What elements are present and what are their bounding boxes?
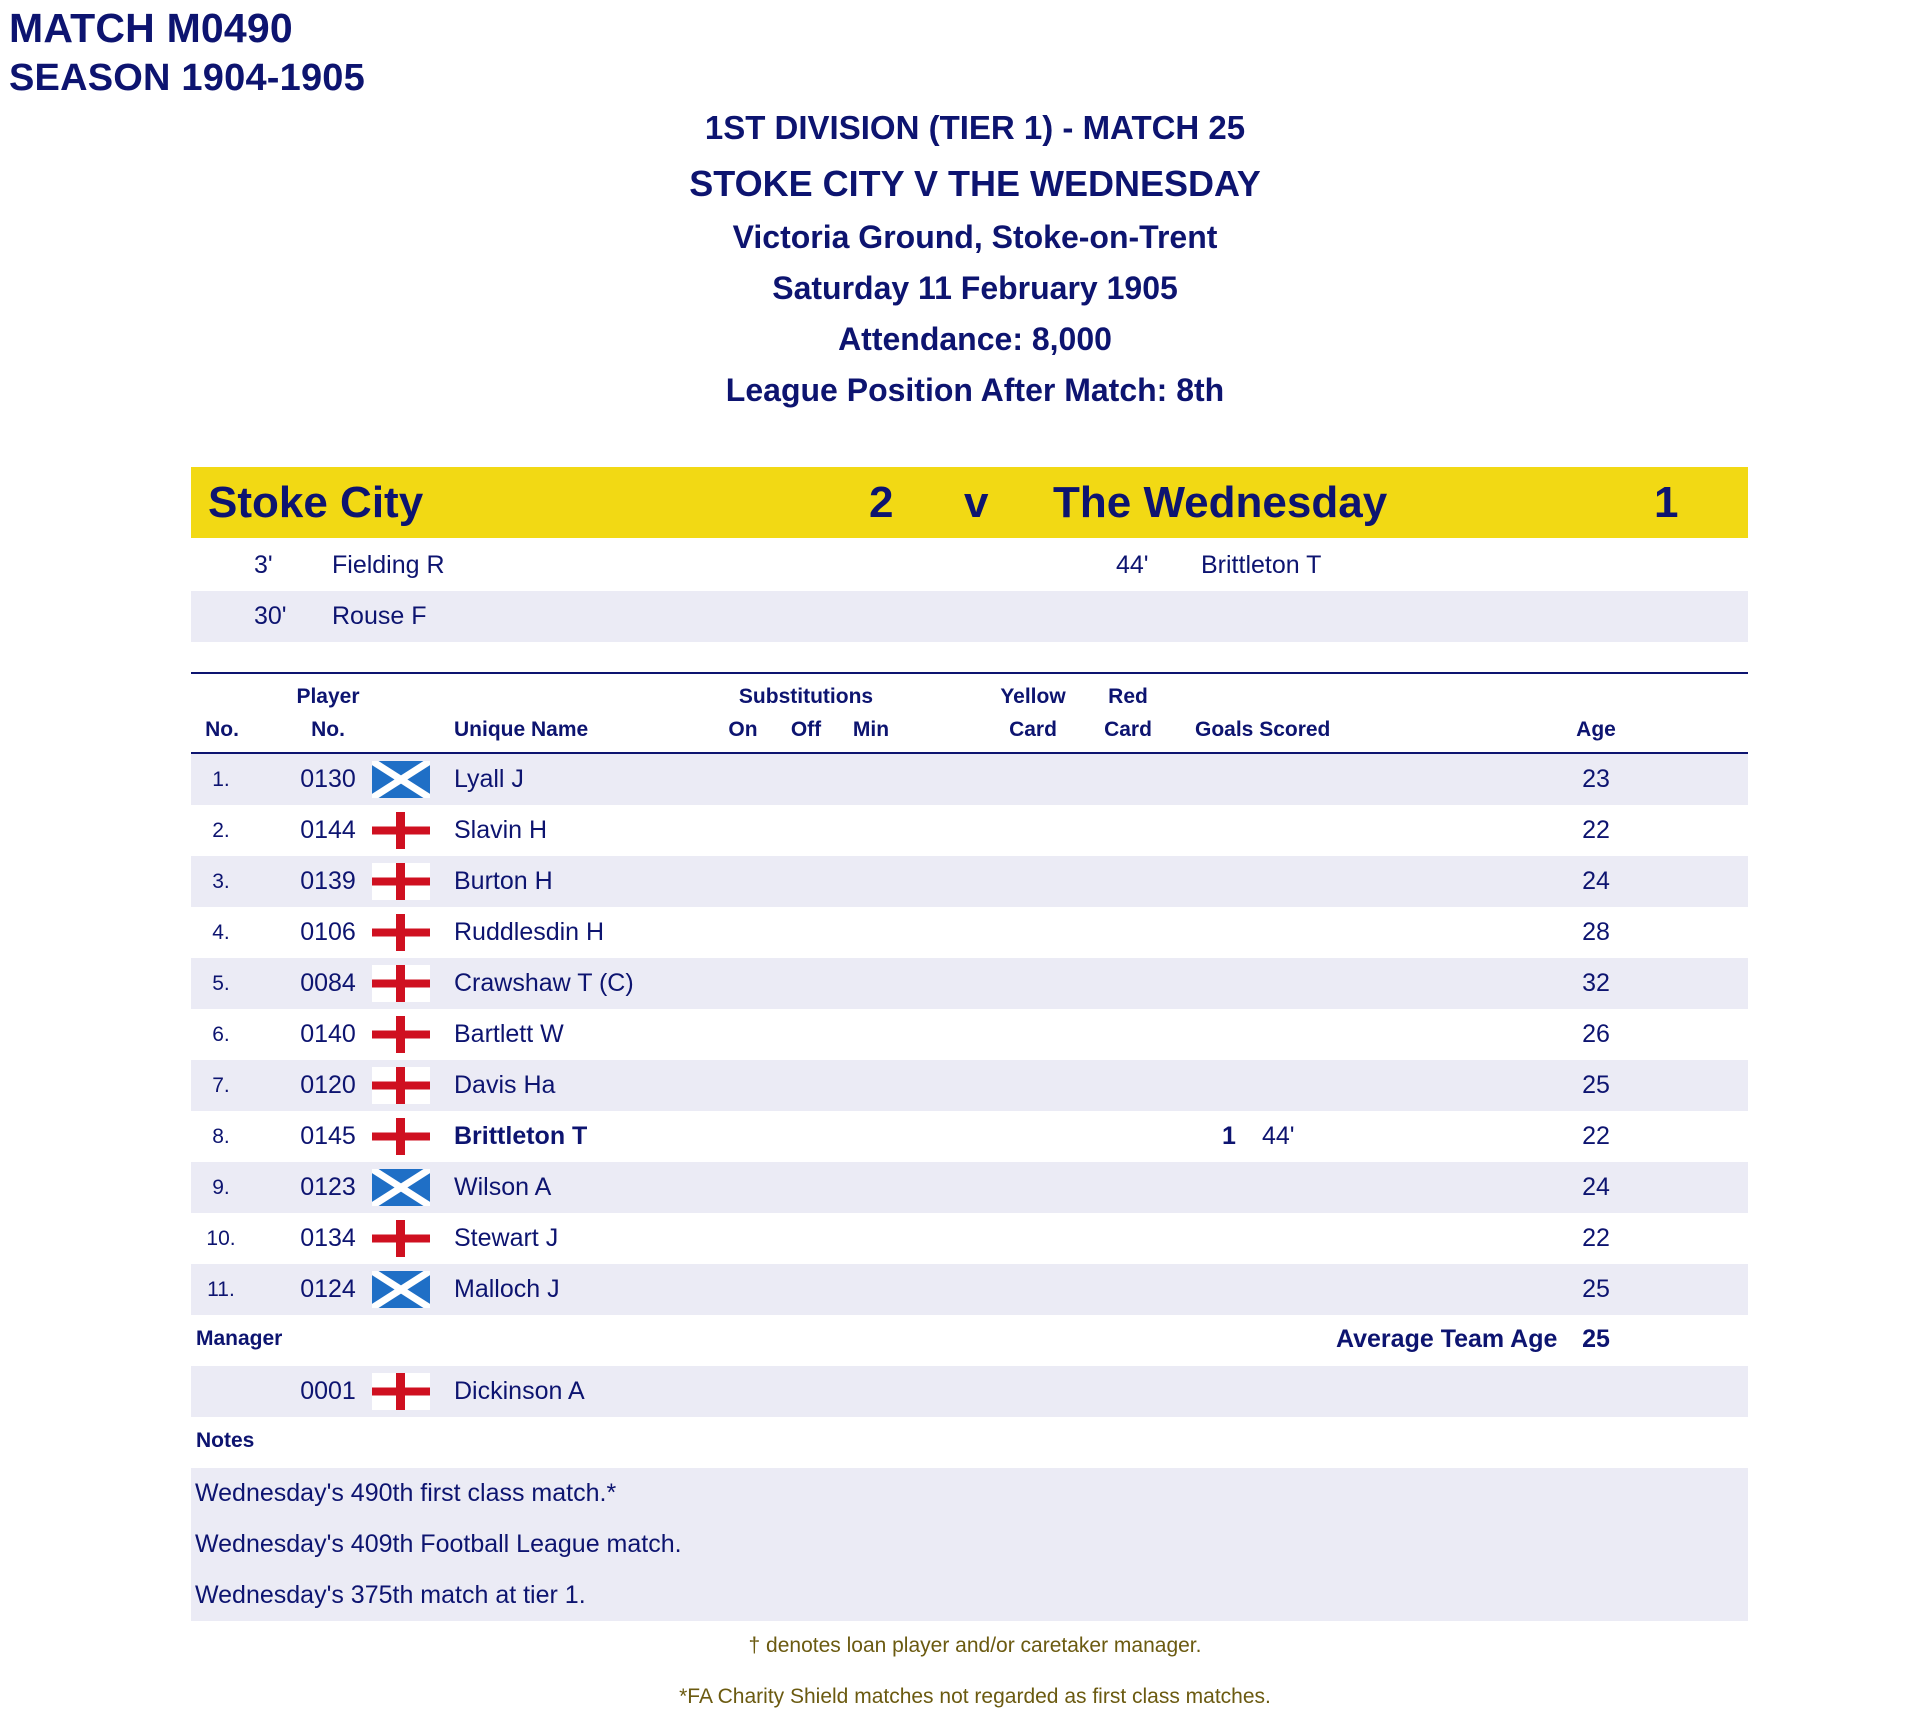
- match-date: Saturday 11 February 1905: [772, 270, 1178, 306]
- player-age: 22: [1582, 1224, 1610, 1252]
- table-row: [191, 1111, 1748, 1162]
- player-id: 0144: [300, 816, 356, 844]
- player-shirt-no: 5.: [212, 972, 230, 995]
- player-id: 0145: [300, 1122, 356, 1150]
- loan-footnote: † denotes loan player and/or caretaker manager.: [748, 1634, 1202, 1657]
- home-goal-scorer: Rouse F: [332, 602, 427, 630]
- player-name: Crawshaw T (C): [454, 969, 634, 997]
- col-player-no-bottom: No.: [311, 718, 345, 741]
- away-goal-scorer: Brittleton T: [1201, 551, 1322, 579]
- table-row: [191, 1213, 1748, 1264]
- col-sub-off: Off: [790, 718, 822, 741]
- table-row: [191, 907, 1748, 958]
- table-row: [191, 805, 1748, 856]
- charity-footnote: *FA Charity Shield matches not regarded as first class matches.: [679, 1685, 1271, 1708]
- home-team-name: Stoke City: [208, 478, 424, 527]
- away-team-name: The Wednesday: [1053, 478, 1388, 527]
- player-name: Burton H: [454, 867, 553, 895]
- player-age: 24: [1582, 1173, 1610, 1201]
- player-shirt-no: 11.: [207, 1278, 235, 1301]
- table-row: [191, 754, 1748, 805]
- home-goal-minute: 3': [254, 551, 273, 579]
- scotland-flag-icon: [372, 1169, 430, 1206]
- col-goals-scored: Goals Scored: [1195, 718, 1331, 741]
- col-red-top: Red: [1108, 685, 1148, 708]
- player-name: Brittleton T: [454, 1122, 588, 1150]
- player-goal-minute: 44': [1262, 1122, 1295, 1150]
- player-name: Stewart J: [454, 1224, 559, 1252]
- player-shirt-no: 2.: [212, 819, 230, 842]
- table-row: [191, 958, 1748, 1009]
- fixture-title: STOKE CITY V THE WEDNESDAY: [689, 163, 1261, 204]
- player-id: 0139: [300, 867, 356, 895]
- player-id: 0123: [300, 1173, 356, 1201]
- player-age: 22: [1582, 816, 1610, 844]
- col-age: Age: [1576, 718, 1616, 741]
- player-id: 0106: [300, 918, 356, 946]
- player-shirt-no: 1.: [212, 768, 230, 791]
- away-score: 1: [1654, 478, 1679, 527]
- england-flag-icon: [372, 863, 430, 900]
- player-shirt-no: 10.: [206, 1227, 236, 1250]
- player-age: 23: [1582, 765, 1610, 793]
- player-id: 0130: [300, 765, 356, 793]
- player-age: 24: [1582, 867, 1610, 895]
- match-id: MATCH M0490: [9, 5, 293, 51]
- player-name: Lyall J: [454, 765, 524, 793]
- versus-label: v: [964, 478, 989, 527]
- note-item: Wednesday's 375th match at tier 1.: [195, 1581, 586, 1609]
- player-id: 0134: [300, 1224, 356, 1252]
- player-name: Ruddlesdin H: [454, 918, 605, 946]
- player-name: Slavin H: [454, 816, 548, 844]
- col-no: No.: [205, 718, 239, 741]
- player-id: 0084: [300, 969, 356, 997]
- manager-row: [191, 1366, 1748, 1417]
- player-id: 0140: [300, 1020, 356, 1048]
- player-id: 0124: [300, 1275, 356, 1303]
- notes-label: Notes: [196, 1429, 255, 1452]
- scotland-flag-icon: [372, 761, 430, 798]
- notes-block: [191, 1468, 1748, 1621]
- player-age: 25: [1582, 1275, 1610, 1303]
- col-unique-name: Unique Name: [454, 718, 589, 741]
- player-shirt-no: 7.: [212, 1074, 230, 1097]
- player-name: Davis Ha: [454, 1071, 556, 1099]
- england-flag-icon: [372, 1067, 430, 1104]
- manager-label: Manager: [196, 1327, 283, 1350]
- player-name: Bartlett W: [454, 1020, 564, 1048]
- england-flag-icon: [372, 812, 430, 849]
- home-goal-scorer: Fielding R: [332, 551, 445, 579]
- player-age: 22: [1582, 1122, 1610, 1150]
- player-name: Wilson A: [454, 1173, 552, 1201]
- home-goal-minute: 30': [254, 602, 287, 630]
- manager-player-no: 0001: [300, 1377, 356, 1405]
- table-row: [191, 1009, 1748, 1060]
- player-shirt-no: 4.: [212, 921, 230, 944]
- player-age: 32: [1582, 969, 1610, 997]
- england-flag-icon: [372, 914, 430, 951]
- player-name: Malloch J: [454, 1275, 560, 1303]
- player-id: 0120: [300, 1071, 356, 1099]
- attendance: Attendance: 8,000: [838, 321, 1112, 357]
- england-flag-icon: [372, 1016, 430, 1053]
- player-shirt-no: 8.: [212, 1125, 230, 1148]
- home-score: 2: [869, 478, 894, 527]
- scotland-flag-icon: [372, 1271, 430, 1308]
- league-position: League Position After Match: 8th: [725, 372, 1225, 408]
- average-age-label: Average Team Age: [1336, 1325, 1558, 1353]
- col-sub-min: Min: [852, 718, 890, 741]
- player-age: 25: [1582, 1071, 1610, 1099]
- table-top-rule: [191, 672, 1748, 674]
- average-age-value: 25: [1582, 1325, 1610, 1353]
- table-row: [191, 1162, 1748, 1213]
- goal-scorer-row: [191, 540, 1748, 591]
- player-age: 26: [1582, 1020, 1610, 1048]
- manager-name: Dickinson A: [454, 1377, 585, 1405]
- player-age: 28: [1582, 918, 1610, 946]
- note-item: Wednesday's 490th first class match.*: [195, 1479, 617, 1507]
- note-item: Wednesday's 409th Football League match.: [195, 1530, 682, 1558]
- competition-title: 1ST DIVISION (TIER 1) - MATCH 25: [704, 109, 1246, 146]
- venue: Victoria Ground, Stoke-on-Trent: [732, 219, 1218, 255]
- col-sub-on: On: [728, 718, 758, 741]
- col-yellow-bottom: Card: [1009, 718, 1057, 741]
- table-row: [191, 856, 1748, 907]
- col-substitutions: Substitutions: [738, 685, 874, 708]
- player-shirt-no: 6.: [212, 1023, 230, 1046]
- player-shirt-no: 9.: [212, 1176, 230, 1199]
- england-flag-icon: [372, 1220, 430, 1257]
- england-flag-icon: [372, 1373, 430, 1410]
- col-red-bottom: Card: [1104, 718, 1152, 741]
- goal-scorer-row: [191, 591, 1748, 642]
- col-yellow-top: Yellow: [1000, 685, 1066, 708]
- england-flag-icon: [372, 965, 430, 1002]
- season-label: SEASON 1904-1905: [9, 57, 365, 99]
- score-bar: [191, 467, 1748, 538]
- england-flag-icon: [372, 1118, 430, 1155]
- table-row: [191, 1264, 1748, 1315]
- player-goals: 1: [1222, 1122, 1236, 1150]
- away-goal-minute: 44': [1116, 551, 1149, 579]
- table-row: [191, 1060, 1748, 1111]
- col-player-no-top: Player: [296, 685, 360, 708]
- player-shirt-no: 3.: [212, 870, 230, 893]
